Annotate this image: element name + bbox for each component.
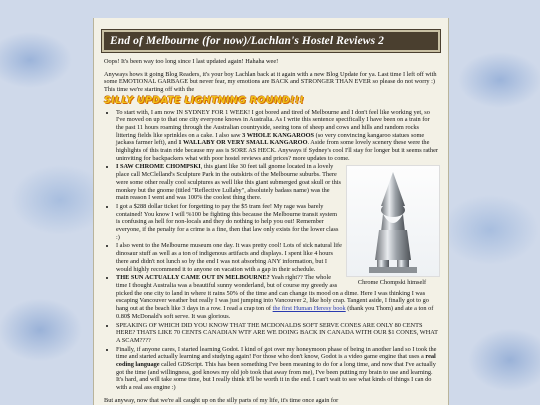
emphasis: I SAW CHROME CHOMPSKI	[116, 163, 201, 171]
post-content	[94, 58, 448, 405]
emphasis: THE SUN ACTUALLY CAME OUT IN MELBOURNE?	[116, 274, 270, 282]
emphasis: real coding language	[116, 353, 436, 369]
intro-line: Oops! It's been way too long since I last updated again! Hahaha wee!	[104, 58, 279, 65]
post-title[interactable]: End of Melbourne (for now)/Lachlan's Hostel Reviews 2	[110, 35, 384, 47]
chrome-chompski-photo	[346, 165, 440, 277]
text: Finally, if anyone cares, I started learning Godot. I kind of got over my honeymoon phase of being in another land so I took the time and started actually learning and studying again! For those who don't know, Godot is a video game engine that uses a	[116, 345, 437, 361]
text: called GDScript. This has been something I've been meaning to do for a long time, and now that I've actually got the time (and willingness, god knows my old job took that away from me), I've been putting my brain to use and learning. It's hard, and will take some time, but I really think it'll be worth it in the end. I can't wait to see what kinds of things I can do with a real ass engine :)	[116, 361, 436, 392]
gnome-statue-icon	[347, 166, 439, 276]
text: (so very convincing kangaroo statues some jackass farmer left), and	[116, 131, 425, 147]
image-caption: • Chrome Chompski himself	[357, 279, 427, 287]
intro-paragraph: Anyways hows it going Blog Readers, it's your boy Lachlan back at it again with a new Blog Update for ya. Last time I left off with some EMOTIONAL GARBAGE but never fear, my emotions are BACK and STRONGER THAN EVER so please do not worry :) This time we're starting off with the	[104, 70, 437, 94]
text: To start with, I am now IN SYDNEY FOR 1 WEEK! I got bored and tired of Melbourne and I don't feel like working yet, so I've moved on up to that one city everyone knows in Australia. As I write this sentence specifically I have been on a train for the past 11 hours roaming through the Australian countryside, seeing tons of sheep and cows and hills and random rocks littering fields like sprinkles on a cake. I also saw	[116, 108, 430, 139]
update-list	[104, 109, 438, 392]
text: Yeah right?? The whole time I thought Australia was a beautiful sunny wonderland, but of course my greedy ass picked the one city to land in where it rains 50% of the time and can change its mood on a dime. Here I was thinking I was escaping Vancouver weather but really I was just jumping into Vancouver 2, like holy crap. Tangent aside, I finally got to go hang out at the beach like 3 days in a row. I read a crap ton of	[116, 274, 429, 313]
emphasis: 1 WALLABY OR VERY SMALL KANGAROO	[178, 139, 308, 147]
silly-update-heading: SILLY UPDATE LIGHTNING ROUND!!!	[104, 94, 305, 106]
outro-paragraph: But anyway, now that we're all caught up on the silly parts of my life, it's time once again for	[104, 396, 339, 404]
text: , this giant like 30 feet tall gnome located in a lovely place call McClelland's Sculpture Park in the outskirts of the Melbourne suburbs. There were some other really cool sculptures as well like this giant submerged goat skull or this monkey but the gnome (titled "Reflective Lullaby", absolutely badass name) was the main reason I went and was 100% the coolest thing there.	[116, 163, 341, 202]
list-item: • I got a $288 dollar ticket for forgetting to pay the $5 tram fee! My rage was barely contained! You know I will %100 be fighting this because the Melbourne transit system is confusing as hell for non-locals and they do nothing to help you out! Remember everyone, if the penalty for a crime is a fine, then that law only exists for the lower class :)	[116, 203, 438, 242]
list-item	[116, 346, 438, 392]
list-item: • SPEAKING OF WHICH DID YOU KNOW THAT THE MCDONALDS SOFT SERVE CONES ARE ONLY 80 CENTS HERE? THATS LIKE 70 CENTS CANADIAN WTF ARE WE DOING BACK IN CANADA WITH OUR $1 CONES, WHAT A SCAM????	[116, 322, 438, 345]
emphasis: 3 WHOLE KANGAROOS	[242, 131, 315, 139]
heresy-book-link[interactable]: the first Human Heresy book	[272, 305, 346, 313]
blog-post	[93, 18, 449, 405]
list-item	[116, 109, 438, 163]
chompski-figure	[346, 165, 438, 287]
text: (thank you Thom) and ate a ton of 0.80$ McDonald's soft serve. It was glorious.	[116, 305, 434, 320]
post-title-bar	[102, 30, 440, 52]
list-item: • I also went to the Melbourne museum one day. It was pretty cool! Lots of sick natural life dinosaur stuff as well as a ton of indigenous artifacts and displays. I spent like 4 hours there and didn't not lunch so by the end I was not absorbing ANY information, but I would highly recommend it to anyone on vacation with a gap in their schedule.	[116, 242, 438, 273]
text: . Aside from some lovely scenery these were the highlights of this train ride because my ass is SORE AS HECK. Anyways if Sydney's cool I'll stay for longer but it seems rather uninviting for backpackers what with poor hostel reviews and prices? more updates to come.	[116, 139, 438, 162]
